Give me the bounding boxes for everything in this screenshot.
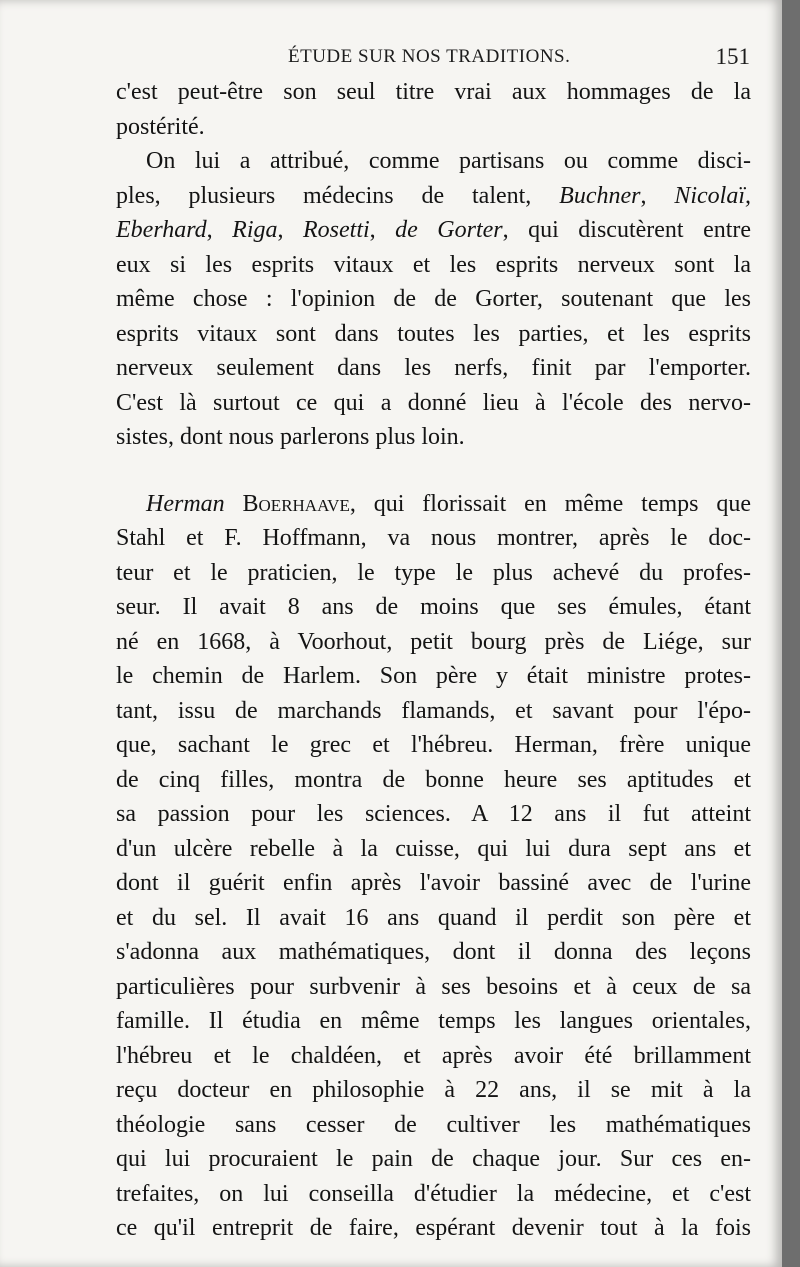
paragraph xyxy=(116,487,751,1246)
name-italic: Rosetti xyxy=(303,217,370,243)
text-line: eux si les esprits vitaux et les esprits nerveux sont la xyxy=(116,251,751,278)
text-run: ples, plusieurs médecins de talent, xyxy=(116,182,560,209)
name-italic: de Gorter xyxy=(395,217,503,243)
text-line xyxy=(116,213,751,248)
text-line: qui lui procuraient le pain de chaque jour. Sur ces en- xyxy=(116,1146,751,1172)
text-line: seur. Il avait 8 ans de moins que ses émules, étant xyxy=(116,594,751,620)
text-line: tant, issu de marchands flamands, et savant pour l'épo- xyxy=(116,697,751,724)
text-line: ce qu'il entreprit de faire, espérant devenir tout à la fois xyxy=(116,1215,751,1241)
name-small-caps: Boerhaave xyxy=(224,490,350,517)
name-italic: Eberhard xyxy=(116,217,207,243)
text-line: famille. Il étudia en même temps les langues orientales, xyxy=(116,1008,751,1034)
running-title: ÉTUDE SUR NOS TRADITIONS. xyxy=(288,46,571,67)
text-run: , xyxy=(277,217,303,243)
text-line: On lui a attribué, comme partisans ou comme disci- xyxy=(146,148,751,174)
text-run: , qui discutèrent entre xyxy=(502,217,752,243)
text-line: de cinq filles, montra de bonne heure ses aptitudes et xyxy=(116,766,751,793)
text-line: le chemin de Harlem. Son père y était ministre protes- xyxy=(116,663,751,689)
text-line: esprits vitaux sont dans toutes les parties, et les esprits xyxy=(116,320,751,347)
text-run: , qui florissait en même temps que xyxy=(349,490,751,517)
text-line xyxy=(116,487,751,522)
name-italic: Nicolaï, xyxy=(674,182,752,209)
text-run: , xyxy=(206,217,233,243)
name-italic: Herman xyxy=(146,490,225,517)
page-body xyxy=(116,75,751,1246)
name-italic: Riga xyxy=(232,217,278,243)
text-line: C'est là surtout ce qui a donné lieu à l'école des nervo- xyxy=(116,389,751,416)
name-italic: Buchner xyxy=(559,182,641,209)
text-line: même chose : l'opinion de de Gorter, soutenant que les xyxy=(116,286,751,312)
text-run: , xyxy=(640,182,675,209)
text-line: d'un ulcère rebelle à la cuisse, qui lui dura sept ans et xyxy=(116,835,751,862)
text-line: sa passion pour les sciences. A 12 ans il fut atteint xyxy=(116,801,751,827)
text-line: c'est peut-être son seul titre vrai aux hommages de la xyxy=(116,79,751,105)
text-line: trefaites, on lui conseilla d'étudier la médecine, et c'est xyxy=(116,1180,751,1207)
paragraph-gap xyxy=(116,455,751,487)
text-line: postérité. xyxy=(116,113,205,140)
text-line: né en 1668, à Voorhout, petit bourg près de Liége, sur xyxy=(116,628,751,655)
text-line: Stahl et F. Hoffmann, va nous montrer, après le doc- xyxy=(116,525,751,551)
text-line: et du sel. Il avait 16 ans quand il perdit son père et xyxy=(116,904,751,931)
text-line: teur et le praticien, le type le plus achevé du profes- xyxy=(116,559,751,586)
page-header xyxy=(116,40,750,74)
text-line: dont il guérit enfin après l'avoir bassiné avec de l'urine xyxy=(116,870,751,896)
text-line: nerveux seulement dans les nerfs, finit par l'emporter. xyxy=(116,355,751,381)
text-line: s'adonna aux mathématiques, dont il donna des leçons xyxy=(116,939,751,965)
text-line: sistes, dont nous parlerons plus loin. xyxy=(116,424,465,450)
text-line: l'hébreu et le chaldéen, et après avoir été brillamment xyxy=(116,1042,751,1069)
paragraph xyxy=(116,144,751,455)
text-line: particulières pour surbvenir à ses besoins et à ceux de sa xyxy=(116,973,751,1000)
text-line: théologie sans cesser de cultiver les mathématiques xyxy=(116,1111,751,1138)
text-line: reçu docteur en philosophie à 22 ans, il se mit à la xyxy=(116,1077,751,1103)
text-run: , xyxy=(369,217,396,243)
text-line xyxy=(116,179,751,214)
text-line: que, sachant le grec et l'hébreu. Herman, frère unique xyxy=(116,732,751,758)
paragraph xyxy=(116,75,751,144)
page-number: 151 xyxy=(715,44,750,69)
